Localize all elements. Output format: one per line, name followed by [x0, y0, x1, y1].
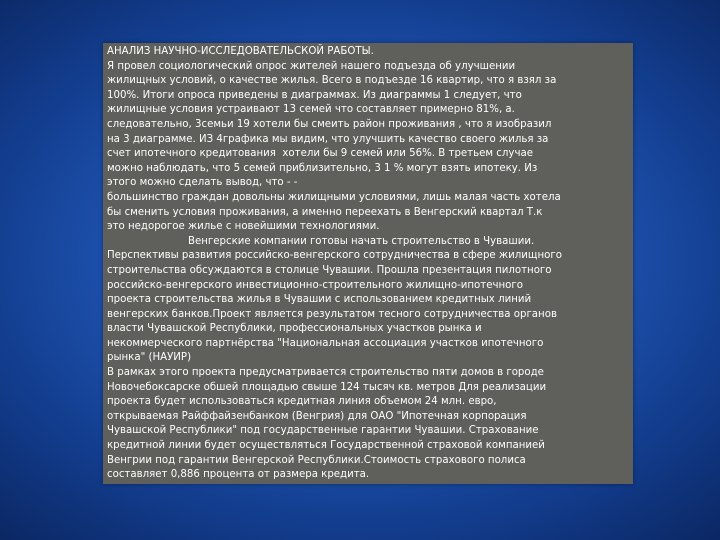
- text-panel: [103, 43, 633, 484]
- research-analysis-text: АНАЛИЗ НАУЧНО-ИССЛЕДОВАТЕЛЬСКОЙ РАБОТЫ. Я провел социологический опрос жителей нашего подъезда об улучшении жилищных условий, о качестве жилья. Всего в подъезде 16 квартир, что я взял за 100%. Итоги опроса приведены в диаграммах. Из диаграммы 1 следует, что жилищные условия устраивают 13 семей что составляет примерно 81%, а. следовательно, 3семьи 19 хотели бы смеить район проживания , что я изобразил на 3 диаграмме. ИЗ 4графика мы видим, что улучшить качество своего жилья за счет ипотечного кредитования хотели бы 9 семей или 56%. В третьем случае можно наблюдать, что 5 семей приблизительно, 3 1 % могут взять ипотеку. Из этого можно сделать вывод, что - - большинство граждан довольны жилищными условиями, лишь малая часть хотела бы сменить условия проживания, а именно переехать в Венгерский квартал Т.к это недорогое жилье с новейшими технологиями. Венгерские компании готовы начать строительство в Чувашии. Перспективы развития российско-венгерского сотрудничества в сфере жилищного строительства обсуждаются в столице Чувашии. Прошла презентация пилотного российско-венгерского инвестиционно-строительного жилищно-ипотечного проекта строительства жилья в Чувашии с использованием кредитных линий венгерских банков.Проект является результатом тесного сотрудничества органов власти Чувашской Республики, профессиональных участков рынка и некоммерческого партнёрства "Национальная ассоциация участков ипотечного рынка" (НАУИР) В рамках этого проекта предусматривается строительство пяти домов в городе Новочебоксарске обшей площадью свыше 124 тысяч кв. метров Для реализации проекта будет использоваться кредитная линия объемом 24 млн. евро, открываемая Райффайзенбанком (Венгрия) для ОАО "Ипотечная корпорация Чувашской Республики" под государственные гарантии Чувашии. Страхование кредитной линии будет осуществляться Государственной страховой компанией Венгрии под гарантии Венгерской Республики.Стоимость страхового полиса составляет 0,886 процента от размера кредита.: [107, 46, 562, 481]
